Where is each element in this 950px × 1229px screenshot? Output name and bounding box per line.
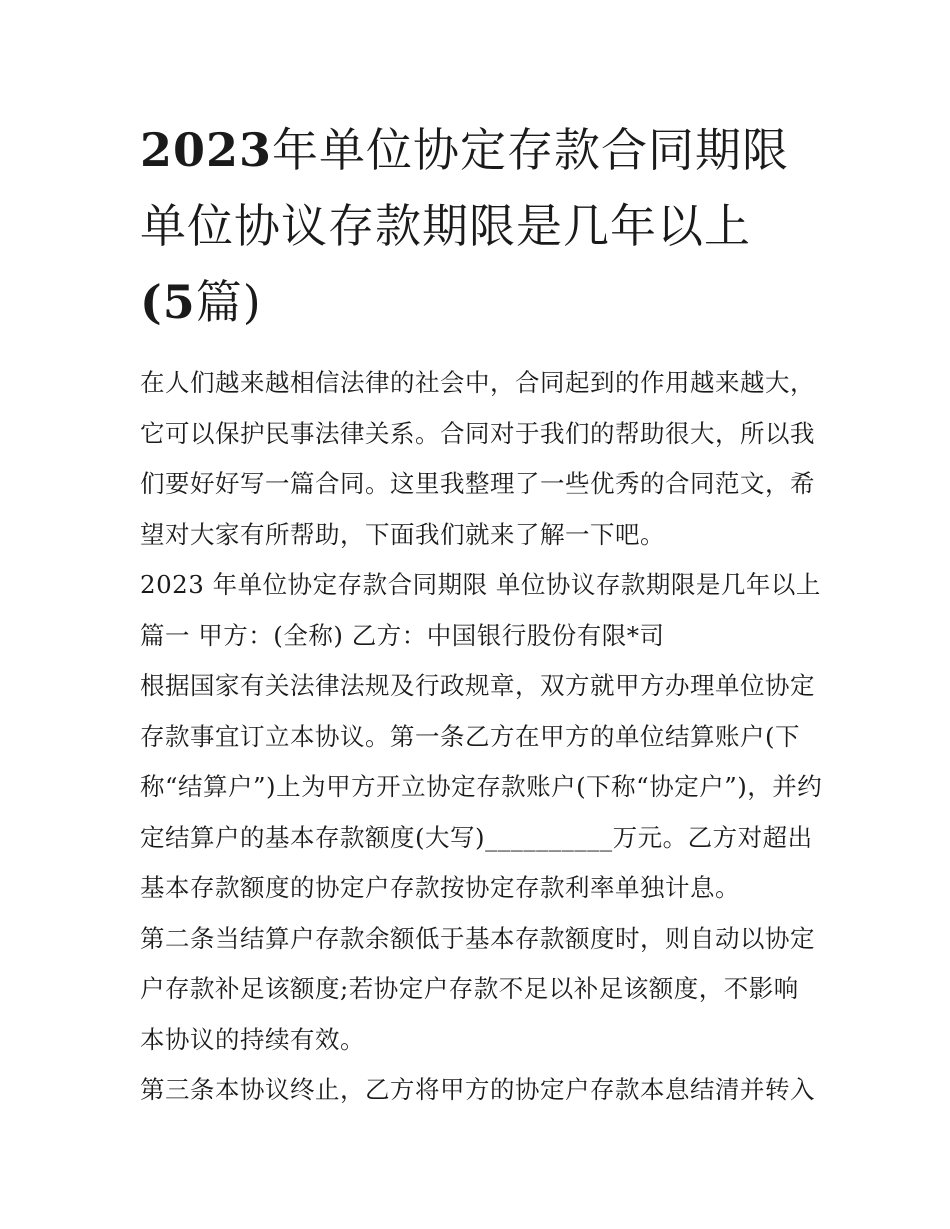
- title-text: 年单位协定存款合同期限: [272, 123, 790, 177]
- body-line: 户存款补足该额度;若协定户存款不足以补足该额度，不影响: [140, 974, 799, 1003]
- title-text: 单位协议存款期限是几年以上: [140, 199, 751, 253]
- body-line: 在人们越来越相信法律的社会中，合同起到的作用越来越大，: [140, 368, 815, 397]
- title-line: [140, 264, 820, 340]
- body-line: 存款事宜订立本协议。第一条乙方在甲方的单位结算账户(下: [140, 721, 801, 751]
- title-number: (5: [140, 275, 196, 329]
- body-line: 称“结算户”)上为甲方开立协定存款账户(下称“协定户”)，并约: [140, 772, 823, 801]
- body-line: 2023 年单位协定存款合同期限 单位协议存款期限是几年以上: [140, 570, 821, 599]
- body-line: 望对大家有所帮助，下面我们就来了解一下吧。: [140, 519, 665, 549]
- body-line: 第三条本协议终止，乙方将甲方的协定户存款本息结清并转入: [140, 1075, 815, 1104]
- title-text: 篇): [195, 275, 262, 329]
- body-line: 们要好好写一篇合同。这里我整理了一些优秀的合同范文，希: [140, 469, 815, 498]
- body-line: 根据国家有关法律法规及行政规章，双方就甲方办理单位协定: [140, 671, 815, 700]
- body-line: 基本存款额度的协定户存款按协定存款利率单独计息。: [140, 873, 740, 902]
- title-number: 2023: [140, 123, 273, 177]
- title-line: [140, 112, 820, 188]
- body-line: 篇一 甲方：(全称) 乙方：中国银行股份有限*司: [140, 620, 665, 650]
- document-title: [140, 112, 820, 340]
- document-body: [140, 358, 823, 1116]
- title-line: [140, 188, 820, 264]
- body-line: 定结算户的基本存款额度(大写)__________万元。乙方对超出: [140, 822, 813, 852]
- body-line: 本协议的持续有效。: [140, 1024, 365, 1054]
- body-line: 它可以保护民事法律关系。合同对于我们的帮助很大，所以我: [140, 418, 815, 448]
- body-line: 第二条当结算户存款余额低于基本存款额度时，则自动以协定: [140, 923, 815, 953]
